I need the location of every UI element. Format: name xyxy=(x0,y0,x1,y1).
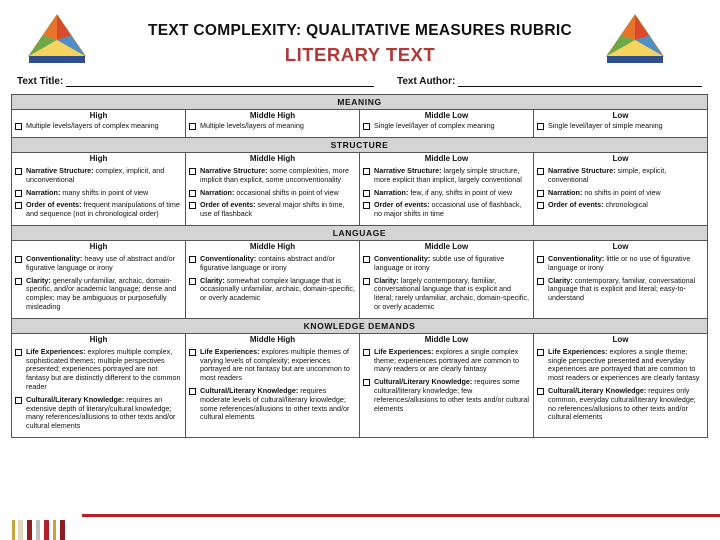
criterion-checkbox[interactable] xyxy=(537,190,544,197)
criterion-term: Conventionality: xyxy=(374,254,431,264)
criterion-checkbox[interactable] xyxy=(363,349,370,356)
criterion-text: requires an extensive depth of literary/cultural knowledge; many references/allusions to other texts and/or cultural elements xyxy=(26,394,176,431)
criterion-term: Narrative Structure: xyxy=(200,166,268,175)
level-label: High xyxy=(89,154,108,164)
criterion-item xyxy=(537,387,704,422)
criterion-checkbox[interactable] xyxy=(363,256,370,263)
criterion-term: Narration: xyxy=(374,187,409,197)
rubric-cell xyxy=(534,121,708,137)
criterion-checkbox[interactable] xyxy=(15,123,22,130)
criterion-text: Single level/layer of simple meaning xyxy=(548,121,663,131)
criterion-term: Order of events: xyxy=(548,200,604,210)
criterion-checkbox[interactable] xyxy=(15,168,22,175)
criterion-text: requires moderate levels of cultural/literary knowledge; some references/allusions to other texts and/or cultural elements xyxy=(200,385,350,422)
rubric-cell xyxy=(534,334,708,438)
criterion-item xyxy=(189,277,356,303)
criterion-item xyxy=(363,255,530,273)
criterion-checkbox[interactable] xyxy=(15,397,22,404)
criterion-text: largely simple structure, more explicit than implicit, largely conventional xyxy=(374,166,522,184)
criterion-checkbox[interactable] xyxy=(15,349,22,356)
text-author-blank xyxy=(458,86,702,87)
footer-stripe xyxy=(27,520,32,540)
criterion-term: Narrative Structure: xyxy=(548,166,616,175)
criterion-text: explores a single theme; single perspective presented and everyday experiences are portrayed that are common to most readers or experiences are clearly fantasy xyxy=(548,346,700,383)
criterion-item xyxy=(363,277,530,312)
criterion-checkbox[interactable] xyxy=(15,278,22,285)
criterion-item xyxy=(537,167,704,185)
footer-stripe xyxy=(53,520,56,540)
criterion-term: Cultural/Literary Knowledge: xyxy=(200,385,299,395)
rubric-subtitle: LITERARY TEXT xyxy=(284,44,436,65)
criterion-term: Conventionality: xyxy=(26,254,83,264)
criterion-item xyxy=(15,396,182,431)
level-label: Middle Low xyxy=(424,154,469,164)
criterion-term: Order of events: xyxy=(26,200,82,210)
criterion-text: occasional use of flashback, no major shifts in time xyxy=(374,200,522,219)
level-label: Middle High xyxy=(249,242,296,252)
level-cell xyxy=(534,110,708,121)
footer-stripes xyxy=(0,520,720,540)
criterion-term: Conventionality: xyxy=(548,254,605,264)
criterion-text: contains abstract and/or figurative language or irony xyxy=(200,254,336,272)
criterion-item xyxy=(363,167,530,185)
criterion-item xyxy=(15,348,182,392)
level-label: Low xyxy=(612,154,629,164)
criterion-checkbox[interactable] xyxy=(537,349,544,356)
level-label: High xyxy=(89,242,108,252)
level-label: Middle High xyxy=(249,154,296,164)
footer-stripe xyxy=(60,520,65,540)
criterion-term: Conventionality: xyxy=(200,254,257,264)
criterion-checkbox[interactable] xyxy=(363,190,370,197)
criterion-checkbox[interactable] xyxy=(537,256,544,263)
level-label: Middle High xyxy=(249,335,296,345)
criterion-text: occasional shifts in point of view xyxy=(236,187,339,197)
section-header: KNOWLEDGE DEMANDS xyxy=(12,318,708,333)
level-label: Low xyxy=(612,335,629,345)
criterion-checkbox[interactable] xyxy=(363,202,370,209)
criterion-item xyxy=(363,348,530,374)
criterion-text: frequent manipulations of time and sequence (not in chronological order) xyxy=(26,200,180,219)
criterion-checkbox[interactable] xyxy=(363,278,370,285)
criterion-text: many shifts in point of view xyxy=(62,187,149,197)
criterion-term: Clarity: xyxy=(548,275,573,285)
criterion-checkbox[interactable] xyxy=(537,278,544,285)
footer-stripe xyxy=(44,520,49,540)
level-cell xyxy=(360,110,534,121)
criterion-item xyxy=(189,167,356,185)
rubric-cell xyxy=(186,241,360,318)
criterion-text: explores multiple complex, sophisticated themes; multiple perspectives presented; experiences portrayed are not fantasy but are distinctly different to the common reader xyxy=(26,346,181,391)
criterion-item xyxy=(189,348,356,383)
rubric-cell xyxy=(12,334,186,438)
criterion-item xyxy=(189,122,356,131)
criterion-item xyxy=(15,167,182,185)
footer-stripe xyxy=(36,520,40,540)
criterion-text: requires some cultural/literary knowledge; few references/allusions to other texts and/or cultural elements xyxy=(374,377,530,413)
criterion-checkbox[interactable] xyxy=(189,278,196,285)
criterion-term: Order of events: xyxy=(200,200,256,210)
criterion-item xyxy=(15,255,182,273)
criterion-text: subtle use of figurative language or irony xyxy=(374,254,505,272)
criterion-checkbox[interactable] xyxy=(537,388,544,395)
section-content-row xyxy=(12,121,708,137)
section-header: STRUCTURE xyxy=(12,137,708,152)
text-author-field xyxy=(397,76,702,87)
criterion-checkbox[interactable] xyxy=(537,123,544,130)
criterion-text: largely contemporary, familiar, conversational language that is explicit and literal; rarely unfamiliar, archaic, domain-specific, or overly academic xyxy=(374,275,529,311)
level-label: Middle Low xyxy=(424,335,469,345)
criterion-checkbox[interactable] xyxy=(15,202,22,209)
criterion-item xyxy=(537,348,704,383)
section-header-row xyxy=(12,137,708,152)
criterion-text: Multiple levels/layers of meaning xyxy=(200,121,304,131)
criterion-text: complex, implicit, and unconventional xyxy=(26,166,165,184)
criterion-text: several major shifts in time, use of flashback xyxy=(200,200,345,219)
criterion-text: little or no use of figurative language or irony xyxy=(548,254,691,272)
rubric-title: TEXT COMPLEXITY: QUALITATIVE MEASURES RUBRIC xyxy=(148,22,572,39)
criterion-term: Cultural/Literary Knowledge: xyxy=(26,394,125,404)
criterion-item xyxy=(189,189,356,198)
level-label: High xyxy=(89,335,108,345)
criterion-term: Life Experiences: xyxy=(548,346,608,356)
criterion-term: Narration: xyxy=(200,187,235,197)
criterion-term: Narration: xyxy=(26,187,61,197)
criterion-item xyxy=(363,201,530,219)
criterion-text: Single level/layer of complex meaning xyxy=(374,121,495,131)
level-label: Middle Low xyxy=(424,111,469,121)
section-header-row xyxy=(12,95,708,110)
criterion-text: requires only common, everyday cultural/literary knowledge; no references/allusions to other texts and/or cultural elements xyxy=(548,385,696,422)
criterion-text: chronological xyxy=(605,200,648,210)
criterion-checkbox[interactable] xyxy=(537,168,544,175)
footer-red-bar xyxy=(82,514,720,517)
rubric-cell xyxy=(360,241,534,318)
criterion-term: Narrative Structure: xyxy=(26,166,94,175)
rubric-table xyxy=(11,94,708,438)
text-author-label: Text Author: xyxy=(397,76,456,87)
criterion-item xyxy=(537,277,704,303)
text-title-label: Text Title: xyxy=(17,76,64,87)
section-content-row xyxy=(12,241,708,318)
criterion-checkbox[interactable] xyxy=(189,202,196,209)
criterion-term: Cultural/Literary Knowledge: xyxy=(548,385,647,395)
criterion-term: Clarity: xyxy=(374,275,399,285)
rubric-cell xyxy=(12,121,186,137)
criterion-item xyxy=(15,201,182,219)
section-header-row xyxy=(12,225,708,240)
criterion-text: explores multiple themes of varying levels of complexity; experiences portrayed are not fantasy but are uncommon to most readers xyxy=(200,346,350,383)
footer-stripe xyxy=(12,520,15,540)
level-cell xyxy=(186,110,360,121)
criterion-term: Narration: xyxy=(548,187,583,197)
criterion-checkbox[interactable] xyxy=(537,202,544,209)
criterion-term: Order of events: xyxy=(374,200,430,210)
section-header: MEANING xyxy=(12,95,708,110)
rubric-cell xyxy=(186,153,360,226)
criterion-text: somewhat complex language that is occasionally unfamiliar, archaic, domain-specific, or overly academic xyxy=(200,275,355,303)
criterion-item xyxy=(15,277,182,312)
rubric-cell xyxy=(360,334,534,438)
criterion-item xyxy=(537,255,704,273)
criterion-text: heavy use of abstract and/or figurative language or irony xyxy=(26,254,176,272)
criterion-checkbox[interactable] xyxy=(363,123,370,130)
criterion-text: no shifts in point of view xyxy=(584,187,661,197)
criterion-term: Life Experiences: xyxy=(26,346,86,356)
criterion-item xyxy=(537,189,704,198)
criterion-term: Life Experiences: xyxy=(200,346,260,356)
rubric-cell xyxy=(360,153,534,226)
criterion-text: contemporary, familiar, conversational language that is explicit and literal; easy-to-understand xyxy=(548,275,696,303)
criterion-item xyxy=(15,122,182,131)
rubric-cell xyxy=(12,241,186,318)
criterion-item xyxy=(189,255,356,273)
criterion-item xyxy=(363,189,530,198)
level-label: Middle High xyxy=(249,111,296,121)
rubric-cell xyxy=(12,153,186,226)
criterion-item xyxy=(363,122,530,131)
criterion-text: few, if any, shifts in point of view xyxy=(410,187,513,197)
rubric-cell xyxy=(534,153,708,226)
level-cell xyxy=(12,110,186,121)
criterion-text: generally unfamiliar, archaic, domain-specific, and/or academic language; dense and complex; may be ambiguous or purposefully misleading xyxy=(26,275,177,311)
criterion-term: Cultural/Literary Knowledge: xyxy=(374,377,473,387)
criterion-checkbox[interactable] xyxy=(15,256,22,263)
level-label: Low xyxy=(612,242,629,252)
section-content-row xyxy=(12,334,708,438)
criterion-text: some complexities, more implicit than explicit, some unconventionality xyxy=(200,166,350,184)
section-content-row xyxy=(12,153,708,226)
criterion-item xyxy=(537,201,704,210)
criterion-item xyxy=(537,122,704,131)
criterion-checkbox[interactable] xyxy=(189,349,196,356)
meaning-levels-row xyxy=(12,110,708,121)
rubric-cell xyxy=(360,121,534,137)
criterion-checkbox[interactable] xyxy=(363,379,370,386)
criterion-term: Life Experiences: xyxy=(374,346,434,356)
criterion-item xyxy=(363,378,530,413)
criterion-text: simple, explicit, conventional xyxy=(548,166,667,184)
criterion-item xyxy=(15,189,182,198)
rubric-cell xyxy=(186,121,360,137)
text-title-blank xyxy=(66,86,374,87)
criterion-text: Multiple levels/layers of complex meaning xyxy=(26,121,159,131)
rubric-cell xyxy=(534,241,708,318)
section-header-row xyxy=(12,318,708,333)
criterion-checkbox[interactable] xyxy=(15,190,22,197)
criterion-term: Clarity: xyxy=(26,275,51,285)
rubric-cell xyxy=(186,334,360,438)
criterion-checkbox[interactable] xyxy=(189,190,196,197)
criterion-item xyxy=(189,201,356,219)
section-header: LANGUAGE xyxy=(12,225,708,240)
criterion-checkbox[interactable] xyxy=(189,388,196,395)
criterion-term: Narrative Structure: xyxy=(374,166,442,175)
criterion-item xyxy=(189,387,356,422)
level-label: High xyxy=(89,111,108,121)
footer-stripe xyxy=(18,520,23,540)
text-title-field xyxy=(17,76,374,87)
criterion-term: Clarity: xyxy=(200,275,225,285)
level-label: Low xyxy=(612,111,629,121)
criterion-checkbox[interactable] xyxy=(189,256,196,263)
criterion-checkbox[interactable] xyxy=(189,168,196,175)
criterion-checkbox[interactable] xyxy=(363,168,370,175)
criterion-text: explores a single complex theme; experiences portrayed are common to many readers or are clearly fantasy xyxy=(374,346,520,374)
criterion-checkbox[interactable] xyxy=(189,123,196,130)
level-label: Middle Low xyxy=(424,242,469,252)
